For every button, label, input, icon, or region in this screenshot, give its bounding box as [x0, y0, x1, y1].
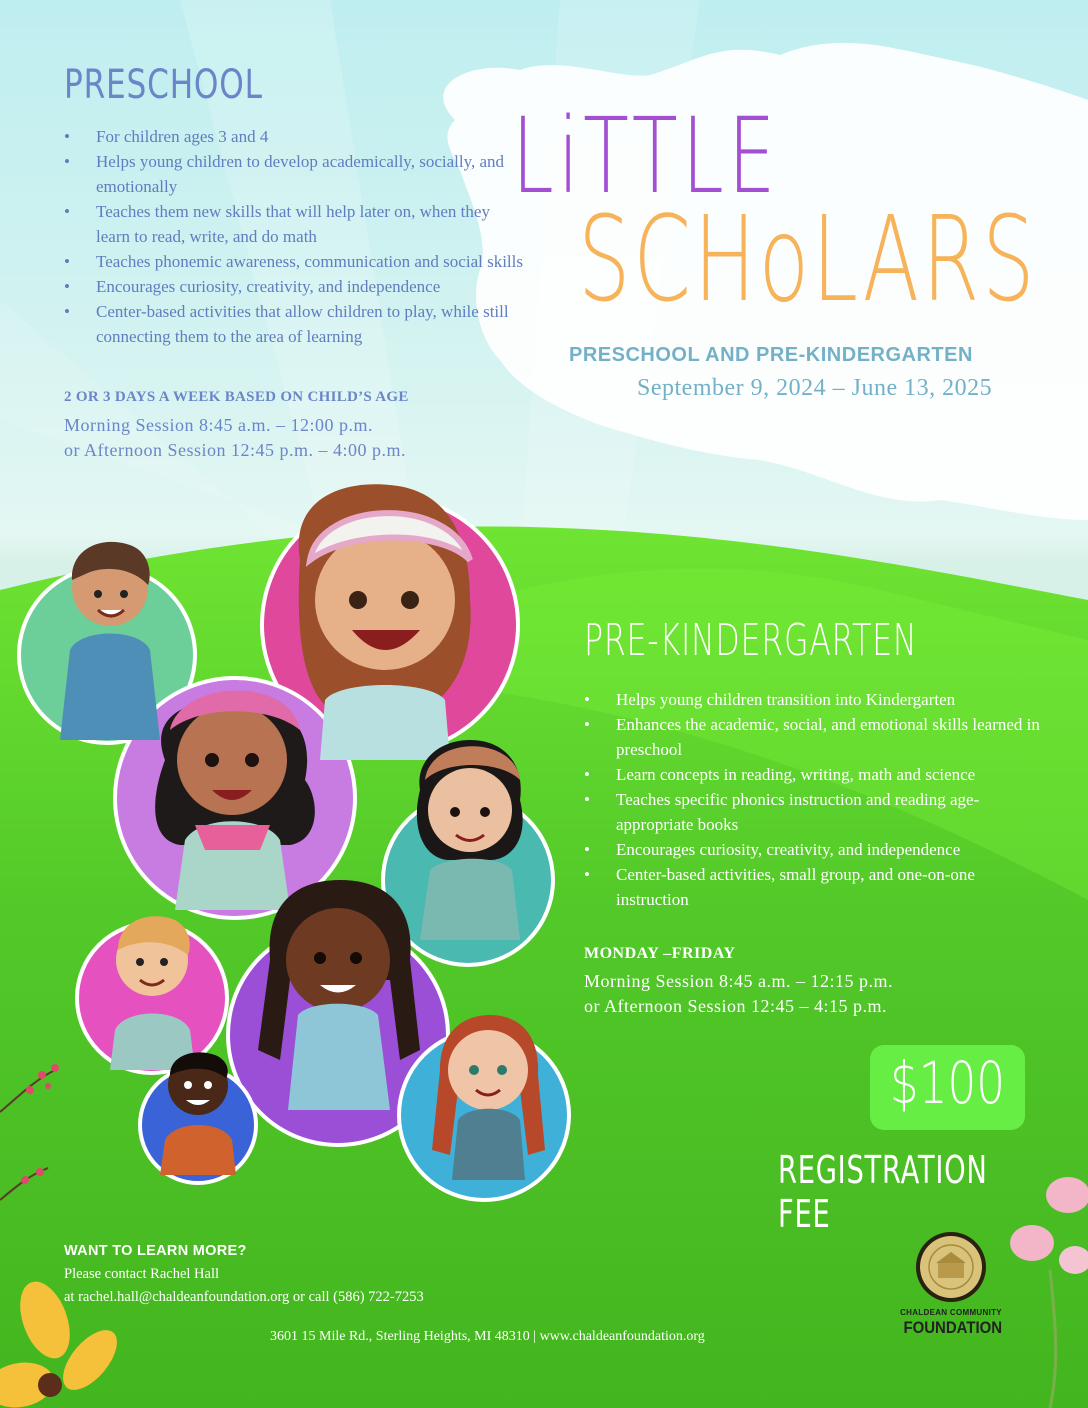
list-item: • For children ages 3 and 4 — [64, 124, 524, 149]
prek-morning-session: Morning Session 8:45 a.m. – 12:15 p.m. — [584, 971, 894, 991]
pink-flower — [1010, 1177, 1088, 1408]
list-item: • Teaches phonemic awareness, communication and social skills — [64, 249, 524, 274]
title-scholars: SCHoLARS — [578, 190, 1038, 328]
preschool-morning-session: Morning Session 8:45 a.m. – 12:00 p.m. — [64, 415, 374, 435]
footer-address[interactable]: 3601 15 Mile Rd., Sterling Heights, MI 48310 | www.chaldeanfoundation.org — [270, 1329, 705, 1344]
list-item: • Encourages curiosity, creativity, and independence — [64, 274, 524, 299]
left-flower-branch — [0, 1064, 59, 1200]
contact-details[interactable]: at rachel.hall@chaldeanfoundation.org or call (586) 722-7253 — [64, 1289, 424, 1305]
preschool-days: 2 OR 3 DAYS A WEEK BASED ON CHILD’S AGE — [64, 389, 409, 405]
list-item: • Teaches them new skills that will help later on, when they learn to read, write, and do math — [64, 199, 524, 249]
logo-text-small: CHALDEAN COMMUNITY — [900, 1308, 1002, 1317]
list-item: • Enhances the academic, social, and emotional skills learned in preschool — [584, 712, 1044, 762]
logo-text-large: FOUNDATION — [903, 1318, 1003, 1337]
list-item: • Learn concepts in reading, writing, math and science — [584, 762, 1044, 787]
preschool-list — [64, 124, 524, 349]
contact-heading: WANT TO LEARN MORE? — [64, 1243, 247, 1259]
title-little: LiTTLE — [512, 95, 780, 217]
preschool-heading: PRESCHOOL — [64, 62, 263, 108]
prek-days: MONDAY –FRIDAY — [584, 945, 736, 962]
list-item: • Encourages curiosity, creativity, and independence — [584, 837, 1044, 862]
prek-heading: PRE-KINDERGARTEN — [584, 615, 918, 666]
list-item: • Center-based activities, small group, and one-on-one instruction — [584, 862, 1044, 912]
program-dates: September 9, 2024 – June 13, 2025 — [637, 375, 993, 401]
foundation-seal-icon — [914, 1230, 988, 1304]
contact-name: Please contact Rachel Hall — [64, 1266, 220, 1282]
subtitle: PRESCHOOL AND PRE-KINDERGARTEN — [569, 344, 973, 366]
list-item: • Center-based activities that allow children to play, while still connecting them to the area of learning — [64, 299, 524, 349]
fee-amount: $100 — [889, 1049, 1006, 1117]
list-item: • Helps young children to develop academically, socially, and emotionally — [64, 149, 524, 199]
prek-list — [584, 687, 1044, 912]
fee-label: REGISTRATION FEE — [778, 1148, 988, 1236]
preschool-afternoon-session: or Afternoon Session 12:45 p.m. – 4:00 p.m. — [64, 440, 406, 460]
list-item: • Helps young children transition into Kindergarten — [584, 687, 1044, 712]
list-item: • Teaches specific phonics instruction and reading age-appropriate books — [584, 787, 1044, 837]
prek-afternoon-session: or Afternoon Session 12:45 – 4:15 p.m. — [584, 996, 887, 1016]
